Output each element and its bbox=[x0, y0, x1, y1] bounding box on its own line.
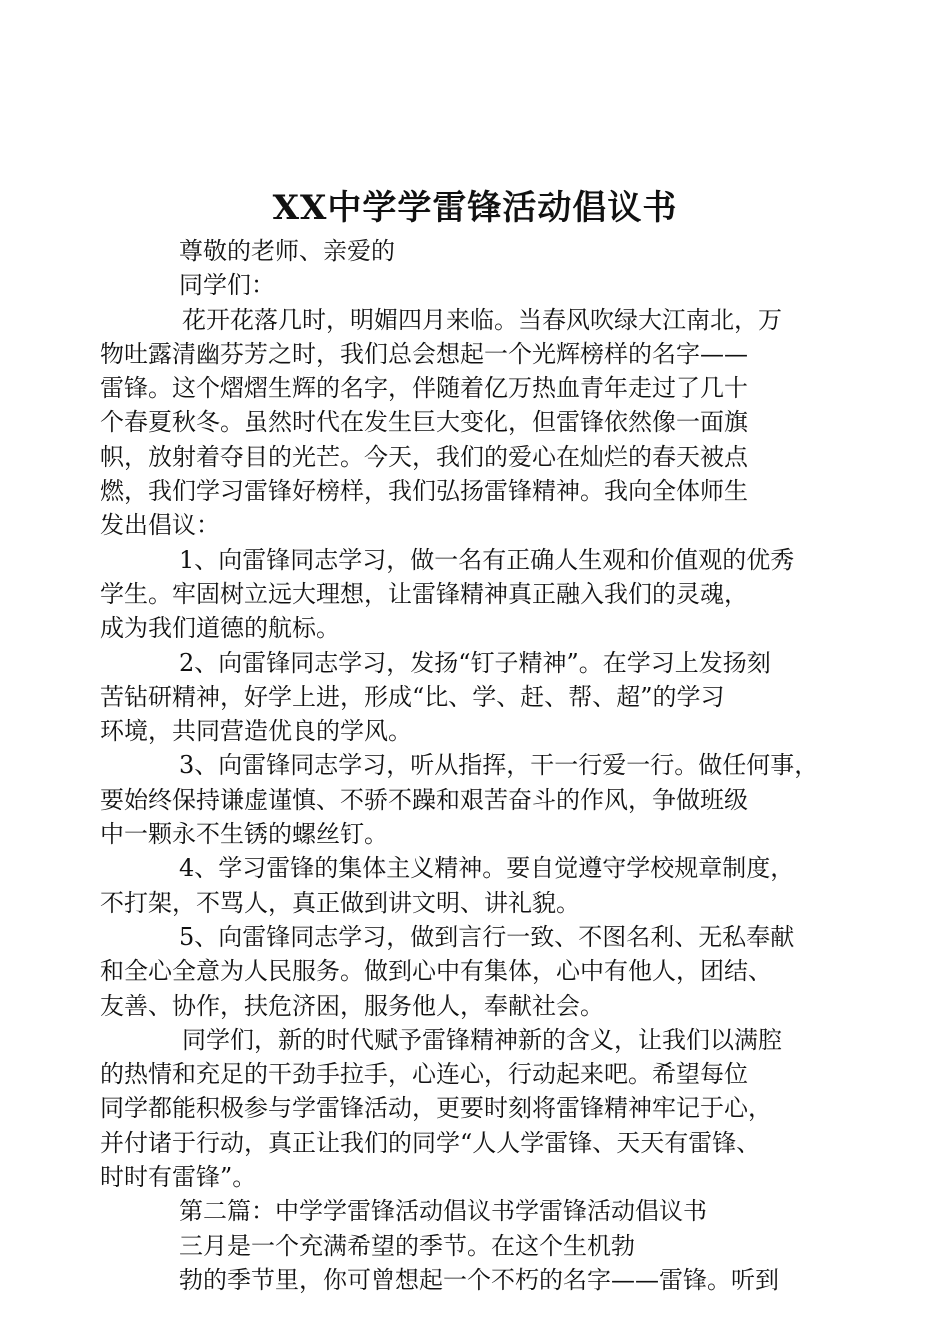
body-line: 燃，我们学习雷锋好榜样，我们弘扬雷锋精神。我向全体师生 bbox=[100, 477, 748, 506]
body-line: 个春夏秋冬。虽然时代在发生巨大变化，但雷锋依然像一面旗 bbox=[100, 408, 748, 437]
body-line: 尊敬的老师、亲爱的 bbox=[179, 237, 395, 265]
body-line: 4、学习雷锋的集体主义精神。要自觉遵守学校规章制度， bbox=[179, 854, 795, 883]
body-line: 并付诸于行动，真正让我们的同学“人人学雷锋、天天有雷锋、 bbox=[100, 1128, 761, 1157]
body-line: 第二篇：中学学雷锋活动倡议书学雷锋活动倡议书 bbox=[179, 1197, 707, 1226]
body-line: 三月是一个充满希望的季节。在这个生机勃 bbox=[179, 1231, 635, 1260]
body-line: 发出倡议： bbox=[100, 511, 220, 540]
body-line: 不打架，不骂人，真正做到讲文明、讲礼貌。 bbox=[100, 888, 580, 917]
body-line: 同学们： bbox=[179, 271, 275, 300]
body-line: 的热情和充足的干劲手拉手，心连心，行动起来吧。希望每位 bbox=[100, 1060, 748, 1089]
body-line: 3、向雷锋同志学习，听从指挥，干一行爱一行。做任何事， bbox=[179, 751, 819, 780]
body-line: 物吐露清幽芬芳之时，我们总会想起一个光辉榜样的名字—— bbox=[100, 339, 748, 368]
body-line: 雷锋。这个熠熠生辉的名字，伴随着亿万热血青年走过了几十 bbox=[100, 374, 748, 403]
body-line: 学生。牢固树立远大理想，让雷锋精神真正融入我们的灵魂， bbox=[100, 579, 748, 608]
body-line: 勃的季节里，你可曾想起一个不朽的名字——雷锋。听到 bbox=[179, 1265, 779, 1294]
document-body bbox=[100, 234, 852, 1297]
document-title: XX中学学雷锋活动倡议书 bbox=[272, 188, 678, 228]
body-line: 2、向雷锋同志学习，发扬“钉子精神”。在学习上发扬刻 bbox=[179, 648, 771, 677]
body-line: 同学都能积极参与学雷锋活动，更要时刻将雷锋精神牢记于心， bbox=[100, 1094, 772, 1123]
body-line: 5、向雷锋同志学习，做到言行一致、不图名利、无私奉献 bbox=[179, 922, 795, 951]
body-line: 和全心全意为人民服务。做到心中有集体，心中有他人，团结、 bbox=[100, 957, 772, 986]
body-line: 花开花落几时，明媚四月来临。当春风吹绿大江南北，万 bbox=[182, 305, 782, 334]
body-line: 时时有雷锋”。 bbox=[100, 1163, 257, 1192]
body-line: 中一颗永不生锈的螺丝钉。 bbox=[100, 820, 388, 849]
body-line: 成为我们道德的航标。 bbox=[100, 614, 340, 643]
body-line: 苦钻研精神，好学上进，形成“比、学、赶、帮、超”的学习 bbox=[100, 682, 725, 711]
body-line: 1、向雷锋同志学习，做一名有正确人生观和价值观的优秀 bbox=[179, 545, 795, 574]
body-line: 友善、协作，扶危济困，服务他人，奉献社会。 bbox=[100, 991, 604, 1020]
body-line: 帜，放射着夺目的光芒。今天，我们的爱心在灿烂的春天被点 bbox=[100, 442, 748, 471]
body-line: 环境，共同营造优良的学风。 bbox=[100, 717, 412, 746]
body-line: 同学们，新的时代赋予雷锋精神新的含义，让我们以满腔 bbox=[182, 1025, 782, 1054]
body-line: 要始终保持谦虚谨慎、不骄不躁和艰苦奋斗的作风，争做班级 bbox=[100, 785, 748, 814]
